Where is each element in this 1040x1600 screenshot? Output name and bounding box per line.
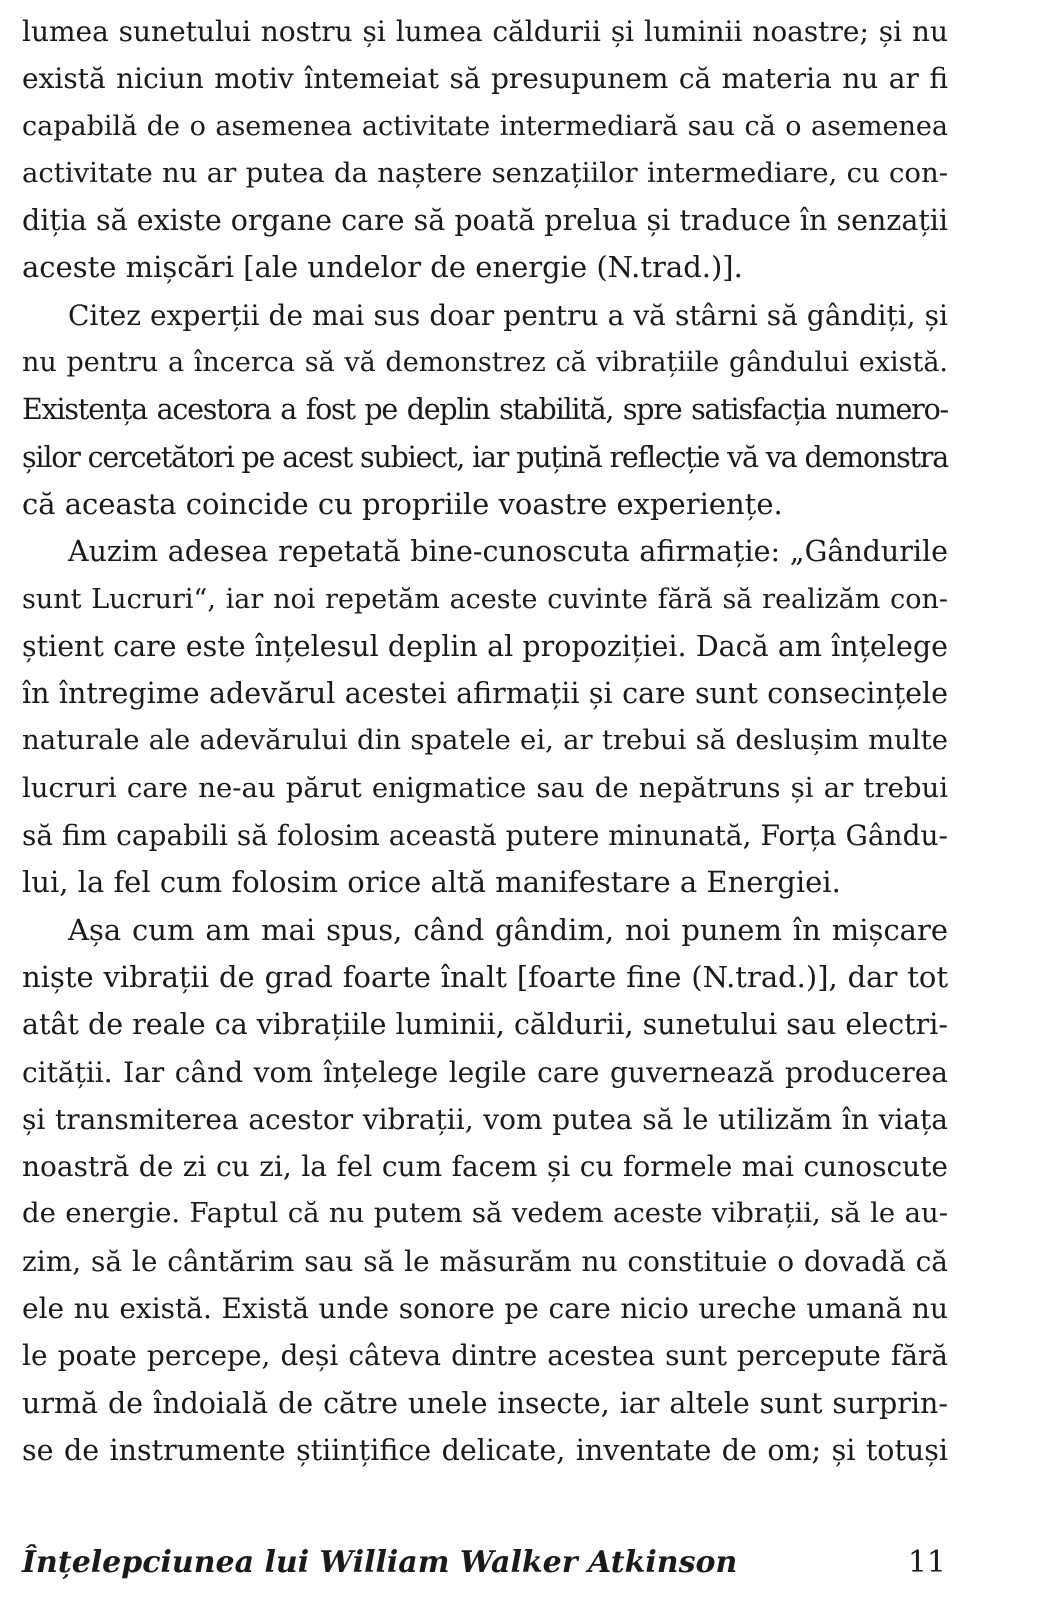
page-body xyxy=(22,8,948,1474)
text-line: lui, la fel cum folosim orice altă manifestare a Energiei. xyxy=(22,865,841,900)
text-line: știent care este înțelesul deplin al propoziției. Dacă am înțelege xyxy=(22,629,948,663)
text-line: în întregime adevărul acestei afirmații și care sunt consecințele xyxy=(22,677,948,711)
text-line: zim, să le cântărim sau să le măsurăm nu constituie o dovadă că xyxy=(22,1244,948,1278)
text-line: șilor cercetători pe acest subiect, iar puțină reflecție vă va demonstra xyxy=(22,440,948,474)
page-number: 11 xyxy=(907,1545,946,1580)
text-line: naturale ale adevărului din spatele ei, ar trebui să deslușim multe xyxy=(22,724,948,757)
paragraph-first-line: Citez experții de mai sus doar pentru a vă stârni să gândiți, și xyxy=(68,298,948,332)
text-line: ele nu există. Există unde sonore pe care nicio ureche umană nu xyxy=(22,1292,948,1326)
text-line: nu pentru a încerca să vă demonstrez că vibrațiile gândului există. xyxy=(22,347,948,379)
text-line: lucruri care ne-au părut enigmatice sau de nepătruns și ar trebui xyxy=(22,771,948,804)
text-line: sunt Lucruri“, iar noi repetăm aceste cuvinte fără să realizăm con- xyxy=(22,583,948,615)
text-line: urmă de îndoială de către unele insecte, iar altele sunt surprin- xyxy=(22,1386,948,1420)
book-title: Înțelepciunea lui William Walker Atkinson xyxy=(22,1545,738,1580)
text-line: capabilă de o asemenea activitate intermediară sau că o asemenea xyxy=(22,110,948,142)
text-line: lumea sunetului nostru și lumea căldurii și luminii noastre; și nu xyxy=(22,15,948,48)
text-line: de energie. Faptul că nu putem să vedem aceste vibrații, să le au- xyxy=(22,1197,948,1230)
page-footer xyxy=(22,1538,948,1588)
text-line: se de instrumente științifice delicate, inventate de om; și totuși xyxy=(22,1433,948,1467)
text-line: le poate percepe, deși câteva dintre acestea sunt percepute fără xyxy=(22,1339,948,1373)
paragraph-first-line: Așa cum am mai spus, când gândim, noi punem în mișcare xyxy=(68,912,948,947)
text-line: aceste mișcări [ale undelor de energie (N.trad.)]. xyxy=(22,250,743,285)
text-line: niște vibrații de grad foarte înalt [foarte fine (N.trad.)], dar tot xyxy=(22,959,948,994)
text-line: să fim capabili să folosim această putere minunată, Forța Gându- xyxy=(22,819,948,853)
text-line: Existența acestora a fost pe deplin stabilită, spre satisfacția numero- xyxy=(22,393,948,427)
text-line: atât de reale ca vibrațiile luminii, căldurii, sunetului sau electri- xyxy=(22,1008,948,1042)
text-line: și transmiterea acestor vibrații, vom putea să le utilizăm în viața xyxy=(22,1102,948,1136)
text-line: activitate nu ar putea da naștere senzațiilor intermediare, cu con- xyxy=(22,156,948,189)
text-line: cității. Iar când vom înțelege legile care guvernează producerea xyxy=(22,1055,948,1089)
text-line: că aceasta coincide cu propriile voastre experiențe. xyxy=(22,486,783,521)
text-line: diția să existe organe care să poată prelua și traduce în senzații xyxy=(22,204,948,238)
paragraph-first-line: Auzim adesea repetată bine-cunoscuta afirmație: „Gândurile xyxy=(68,535,948,569)
text-line: există niciun motiv întemeiat să presupunem că materia nu ar fi xyxy=(22,62,948,96)
text-line: noastră de zi cu zi, la fel cum facem și cu formele mai cunoscute xyxy=(22,1150,948,1184)
